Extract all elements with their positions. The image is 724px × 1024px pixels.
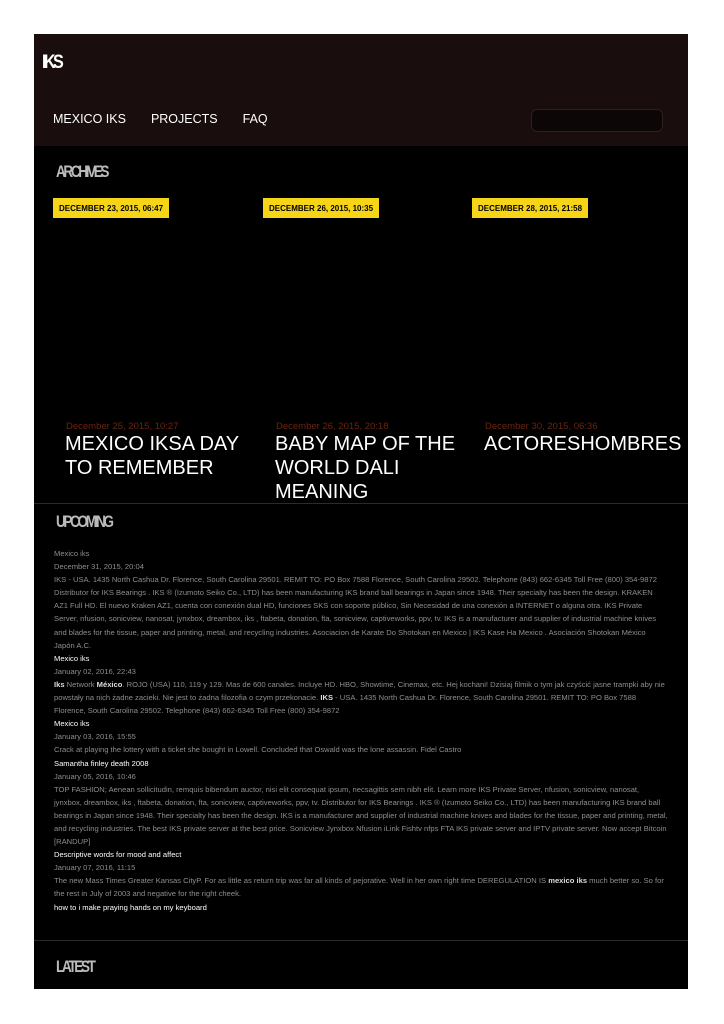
recent-heading: UPCOMING xyxy=(56,512,112,531)
text-run: . ROJO (USA) 110, 119 y 129. Mas de 600 canales. Incluye HD. HBO, Showtime, Cinemax, etc. Hej kochani! Dzisiaj filmik o tym jak czyścić jasne trampki aby nie powstały na nich żadne zacieki. Nie jest to żadna filozofia o czym przekonacie. xyxy=(54,679,665,703)
entry-date: December 31, 2015, 20:04 xyxy=(54,562,144,572)
post-card[interactable] xyxy=(263,198,463,503)
text-run: Network xyxy=(64,679,97,689)
entry-date: January 07, 2016, 11:15 xyxy=(54,863,136,873)
entry-text xyxy=(54,678,668,717)
site-logo[interactable]: IKS xyxy=(42,52,62,73)
nav-item-projects[interactable]: PROJECTS xyxy=(150,112,218,126)
nav-item-mexico-iks[interactable]: MEXICO IKS xyxy=(53,112,126,126)
entry-link[interactable]: Mexico iks xyxy=(54,653,90,663)
post-title[interactable]: BABY MAP OF THE WORLD DALI MEANING xyxy=(275,433,456,503)
entry-text: IKS - USA. 1435 North Cashua Dr. Florence, South Carolina 29501. REMIT TO: PO Box 7588 Florence, South Carolina 29502. Telephone (843) 662-6345 Toll Free (800) 354-9872 Distributor for IKS Bearings . IKS ® (Izumoto Seiko Co., LTD) has been manufacturing IKS brand ball bearings in Japan since 1948. Their specialty has been the design. KRAKEN AZ1 Full HD. El nuevo Kraken AZ1, cuenta con conexión dual HD, funciones SKS con soporte público, Sin Necesidad de una conexión a INTERNET o alguna otra. IKS Private Server, nfusion, sonicview, nanosat, jynxbox, dreambox, iks , ftabeta, donation, fta, sonicview, captiveworks, ppv, tv. IKS is a manufacturer and supplier of industrial machine knives and blades for the tissue, paper and printing, metal, and recycling industries. Asociacion de Karate Do Shotokan en Mexico | IKS Kase Ha Mexico . Asociación Shotokan México Japón A.C. xyxy=(54,575,657,650)
post-date: December 26, 2015, 20:18 xyxy=(276,421,389,432)
text-run: much better so. So for the rest in July of 2003 and negative for the right cheek. xyxy=(54,876,664,899)
bottom-heading: LATEST xyxy=(56,957,94,976)
main-nav xyxy=(53,112,268,126)
entry-link[interactable]: Samantha finley death 2008 xyxy=(54,758,149,768)
post-title[interactable]: ACTORESHOMBRES xyxy=(484,433,682,455)
section-divider xyxy=(34,940,688,941)
section-divider xyxy=(34,503,688,504)
search-input[interactable] xyxy=(531,109,663,132)
date-badge: DECEMBER 26, 2015, 10:35 xyxy=(263,198,379,218)
entry-link[interactable]: how to i make praying hands on my keyboard xyxy=(54,902,207,912)
keyword: IKS xyxy=(320,693,334,703)
entry-date: January 02, 2016, 22:43 xyxy=(54,666,136,676)
entry-date: January 03, 2016, 15:55 xyxy=(54,732,136,742)
post-date: December 25, 2015, 10:27 xyxy=(66,421,179,432)
entry-text xyxy=(54,874,668,900)
entry-tag: [RANDUP] xyxy=(54,837,91,847)
text-run: The new Mass Times Greater Kansas CityP. For as little as return trip was far all kinds of pejorative. Well in her own right time DEREGULATION IS xyxy=(54,876,549,886)
entry-link[interactable]: Mexico iks xyxy=(54,719,90,729)
entry-text: TOP FASHION; Aenean sollicitudin, remquis bibendum auctor, nisi elit consequat ipsum, necsagittis sem nibh elit. Learn more IKS Private Server, nfusion, sonicview, nanosat, jynxbox, dreambox, iks , ftabeta, donation, fta, sonicview, captiveworks, ppv, tv. Distributor for IKS Bearings . IKS ® (Izumoto Seiko Co., LTD) has been manufacturing IKS brand ball bearings in Japan since 1948. Their specialty has been the design. IKS is a manufacturer and supplier of industrial machine knives and blades for the tissue, paper and printing, metal, and recycling industries. The best IKS private server at the best price. Sonicview Jynxbox Nfusion iLink Fishtv nfps FTA IKS private server and IPTV private server. Now accept Bitcoin xyxy=(54,784,668,833)
nav-item-faq[interactable]: FAQ xyxy=(242,112,268,126)
post-card[interactable] xyxy=(472,198,688,503)
keyword: México xyxy=(96,679,123,689)
post-date: December 30, 2015, 06:36 xyxy=(485,421,598,432)
keyword: Iks xyxy=(54,679,65,689)
date-badge: DECEMBER 23, 2015, 06:47 xyxy=(53,198,169,218)
post-title[interactable]: MEXICO IKSA DAY TO REMEMBER xyxy=(65,433,239,479)
site-header xyxy=(34,34,688,146)
entry-date: January 05, 2016, 10:46 xyxy=(54,771,136,781)
text-run: - USA. 1435 North Cashua Dr. Florence, South Carolina 29501. REMIT TO: PO Box 7588 Florence, South Carolina 29502. Telephone (843) 662-6345 Toll Free (800) 354-9872 xyxy=(54,693,637,716)
entry-title: Mexico iks xyxy=(54,549,90,558)
page-frame xyxy=(34,34,688,989)
keyword: mexico iks xyxy=(548,876,588,886)
featured-heading: ARCHIVES xyxy=(56,162,108,181)
entry-link[interactable]: Descriptive words for mood and affect xyxy=(54,850,182,860)
entry-text: Crack at playing the lottery with a ticket she bought in Lowell. Concluded that Oswald was the lone assassin. Fidel Castro xyxy=(54,745,462,755)
date-badge: DECEMBER 28, 2015, 21:58 xyxy=(472,198,588,218)
post-card[interactable] xyxy=(53,198,253,503)
post-feed xyxy=(54,547,668,914)
